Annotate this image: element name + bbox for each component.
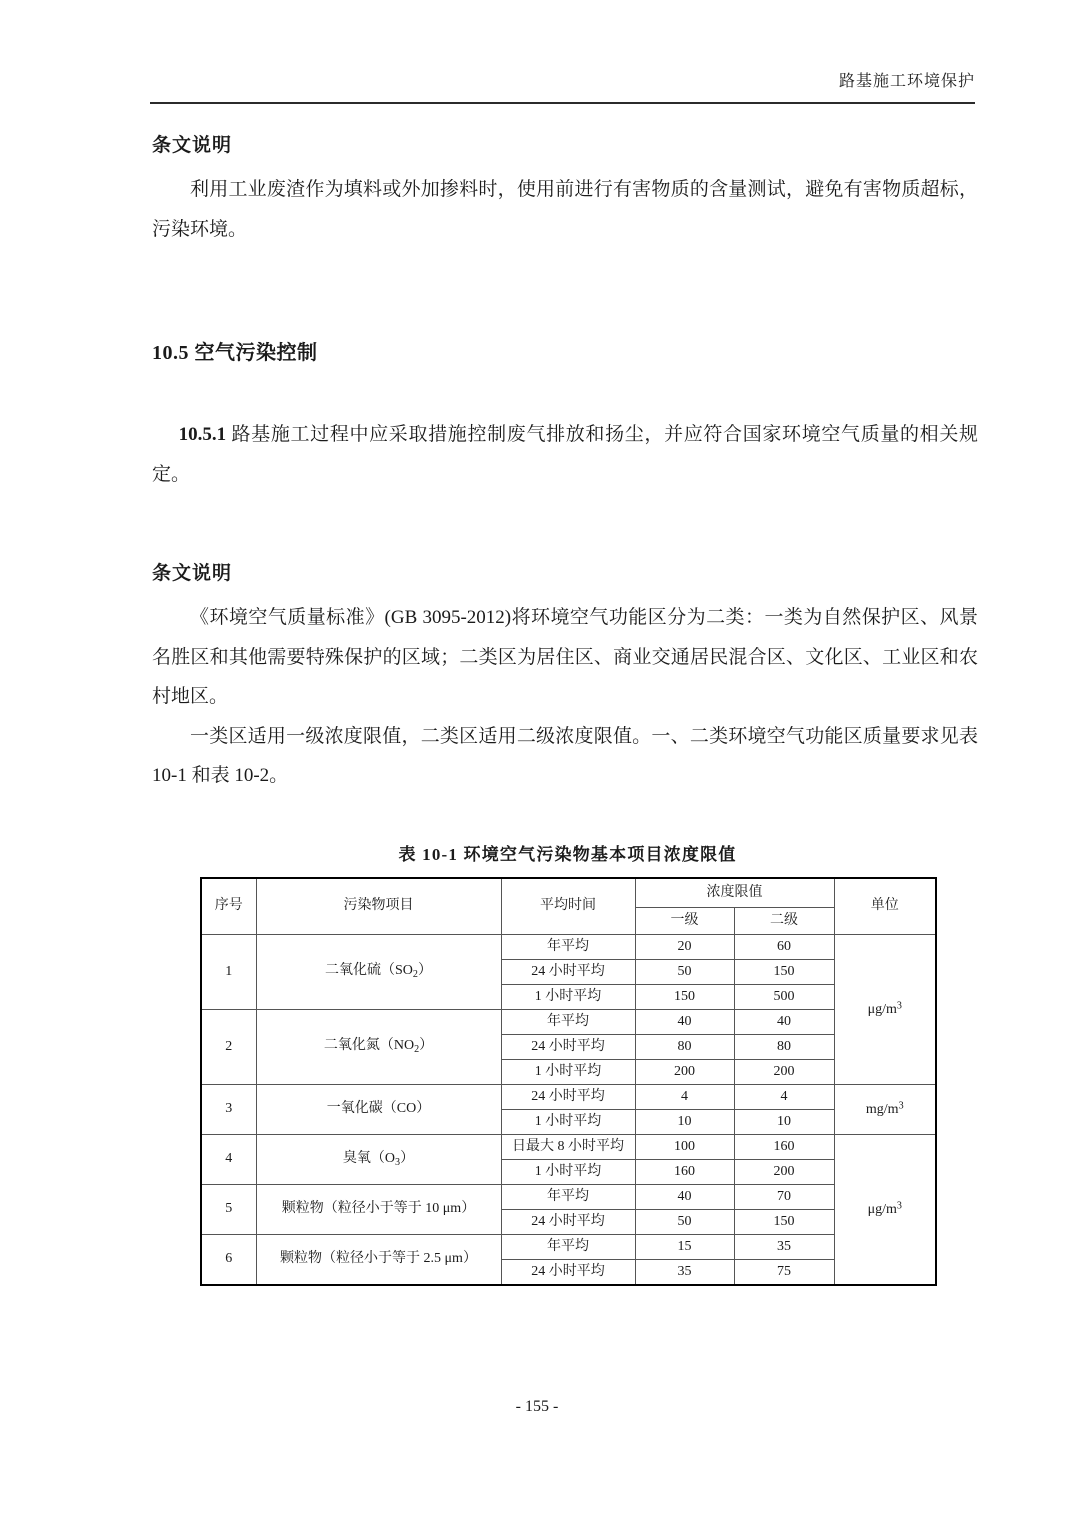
pollutant-name: 二氧化硫（SO [325, 963, 413, 979]
pollutant-suffix: ） [400, 1150, 415, 1166]
pollutant-subscript: 2 [414, 1044, 420, 1056]
cell-grade2: 200 [734, 1160, 834, 1185]
cell-grade1: 200 [635, 1060, 734, 1085]
cell-avg-time: 24 小时平均 [501, 1260, 635, 1286]
cell-avg-time: 年平均 [501, 935, 635, 960]
cell-grade2: 150 [734, 960, 834, 985]
cell-pollutant [256, 1085, 501, 1135]
cell-no: 1 [201, 935, 256, 1010]
cell-grade1: 160 [635, 1160, 734, 1185]
cell-pollutant [256, 1185, 501, 1235]
col-header-avg-time: 平均时间 [501, 878, 635, 935]
cell-avg-time: 24 小时平均 [501, 1035, 635, 1060]
table-head [201, 878, 936, 935]
cell-grade2: 4 [734, 1085, 834, 1110]
cell-grade1: 4 [635, 1085, 734, 1110]
header-rule [150, 102, 975, 104]
pollutant-suffix: ） [417, 963, 432, 979]
cell-avg-time: 24 小时平均 [501, 1085, 635, 1110]
cell-grade1: 35 [635, 1260, 734, 1286]
cell-grade2: 80 [734, 1035, 834, 1060]
cell-grade2: 160 [734, 1135, 834, 1160]
cell-grade1: 10 [635, 1110, 734, 1135]
cell-pollutant [256, 1010, 501, 1085]
table-container [200, 877, 935, 1286]
table-row [201, 1085, 936, 1110]
table-row [201, 1235, 936, 1260]
spacer [152, 249, 978, 335]
note-paragraph-1: 利用工业废渣作为填料或外加掺料时，使用前进行有害物质的含量测试，避免有害物质超标，污染环境。 [152, 179, 978, 240]
col-header-item: 污染物项目 [256, 878, 501, 935]
cell-unit-ug [834, 935, 936, 1085]
table-caption: 表 10-1 环境空气污染物基本项目浓度限值 [398, 845, 737, 864]
document-body [152, 128, 978, 796]
pollutant-subscript: 3 [395, 1156, 401, 1168]
cell-no: 5 [201, 1185, 256, 1235]
pollutant-name: 颗粒物（粒径小于等于 2.5 μm） [280, 1251, 477, 1267]
cell-grade1: 50 [635, 1210, 734, 1235]
cell-grade2: 200 [734, 1060, 834, 1085]
col-header-unit: 单位 [834, 878, 936, 935]
cell-avg-time: 年平均 [501, 1010, 635, 1035]
running-header: 路基施工环境保护 [838, 73, 975, 90]
cell-unit-mg [834, 1085, 936, 1135]
cell-avg-time: 24 小时平均 [501, 1210, 635, 1235]
clause-number: 10.5.1 [178, 424, 227, 446]
pollutant-name: 二氧化氮（NO [323, 1038, 415, 1054]
cell-no: 2 [201, 1010, 256, 1085]
cell-avg-time: 1 小时平均 [501, 1060, 635, 1085]
cell-avg-time: 年平均 [501, 1235, 635, 1260]
cell-pollutant [256, 1235, 501, 1286]
note-paragraph-2: 《环境空气质量标准》(GB 3095-2012)将环境空气功能区分为二类：一类为自然保护区、风景名胜区和其他需要特殊保护的区域；二类区为居住区、商业交通居民混合区、文化区、工业区和农村地区。 [152, 607, 978, 708]
cell-grade2: 35 [734, 1235, 834, 1260]
cell-avg-time: 24 小时平均 [501, 960, 635, 985]
air-quality-limits-table [200, 877, 937, 1286]
pollutant-subscript: 2 [412, 969, 418, 981]
unit-text: mg/m [865, 1102, 899, 1118]
cell-grade1: 80 [635, 1035, 734, 1060]
cell-grade2: 75 [734, 1260, 834, 1286]
cell-grade1: 40 [635, 1185, 734, 1210]
cell-pollutant [256, 1135, 501, 1185]
cell-grade2: 60 [734, 935, 834, 960]
cell-grade1: 20 [635, 935, 734, 960]
note-paragraph-3: 一类区适用一级浓度限值，二类区适用二级浓度限值。一、二类环境空气功能区质量要求见表 10-1 和表 10-2。 [152, 725, 978, 787]
table-row [201, 935, 936, 960]
table-row [201, 1185, 936, 1210]
unit-text: μg/m [867, 1002, 897, 1018]
cell-grade2: 500 [734, 985, 834, 1010]
col-header-grade2: 二级 [734, 908, 834, 935]
spacer [152, 494, 978, 556]
cell-avg-time: 1 小时平均 [501, 1160, 635, 1185]
unit-text: μg/m [867, 1202, 897, 1218]
cell-grade1: 50 [635, 960, 734, 985]
cell-grade2: 10 [734, 1110, 834, 1135]
clause-body: 路基施工过程中应采取措施控制废气排放和扬尘，并应符合国家环境空气质量的相关规定。 [152, 424, 978, 485]
cell-grade1: 100 [635, 1135, 734, 1160]
cell-pollutant [256, 935, 501, 1010]
section-heading-10-5: 10.5 空气污染控制 [152, 342, 318, 365]
cell-avg-time: 1 小时平均 [501, 1110, 635, 1135]
cell-no: 4 [201, 1135, 256, 1185]
unit-exponent: 3 [898, 1100, 904, 1112]
col-header-limit-group: 浓度限值 [635, 878, 834, 908]
cell-avg-time: 日最大 8 小时平均 [501, 1135, 635, 1160]
cell-no: 6 [201, 1235, 256, 1286]
table-row [201, 1010, 936, 1035]
unit-exponent: 3 [896, 1000, 902, 1012]
cell-grade1: 150 [635, 985, 734, 1010]
cell-grade1: 40 [635, 1010, 734, 1035]
table-row [201, 1135, 936, 1160]
cell-grade1: 15 [635, 1235, 734, 1260]
col-header-no: 序号 [201, 878, 256, 935]
pollutant-suffix: ） [419, 1038, 434, 1054]
unit-exponent: 3 [896, 1200, 902, 1212]
spacer [152, 371, 978, 415]
table-header-row-1 [201, 878, 936, 908]
pollutant-name: 一氧化碳（CO） [326, 1101, 431, 1117]
cell-no: 3 [201, 1085, 256, 1135]
cell-unit-ug [834, 1135, 936, 1286]
col-header-grade1: 一级 [635, 908, 734, 935]
cell-grade2: 70 [734, 1185, 834, 1210]
cell-avg-time: 年平均 [501, 1185, 635, 1210]
note-heading-2: 条文说明 [152, 563, 233, 585]
cell-avg-time: 1 小时平均 [501, 985, 635, 1010]
clause-10-5-1 [152, 415, 978, 494]
pollutant-name: 颗粒物（粒径小于等于 10 μm） [281, 1201, 476, 1217]
pollutant-name: 臭氧（O [342, 1150, 396, 1166]
note-heading-1: 条文说明 [152, 135, 233, 156]
table-body [201, 935, 936, 1286]
page-number: - 155 - [515, 1398, 559, 1415]
cell-grade2: 150 [734, 1210, 834, 1235]
cell-grade2: 40 [734, 1010, 834, 1035]
